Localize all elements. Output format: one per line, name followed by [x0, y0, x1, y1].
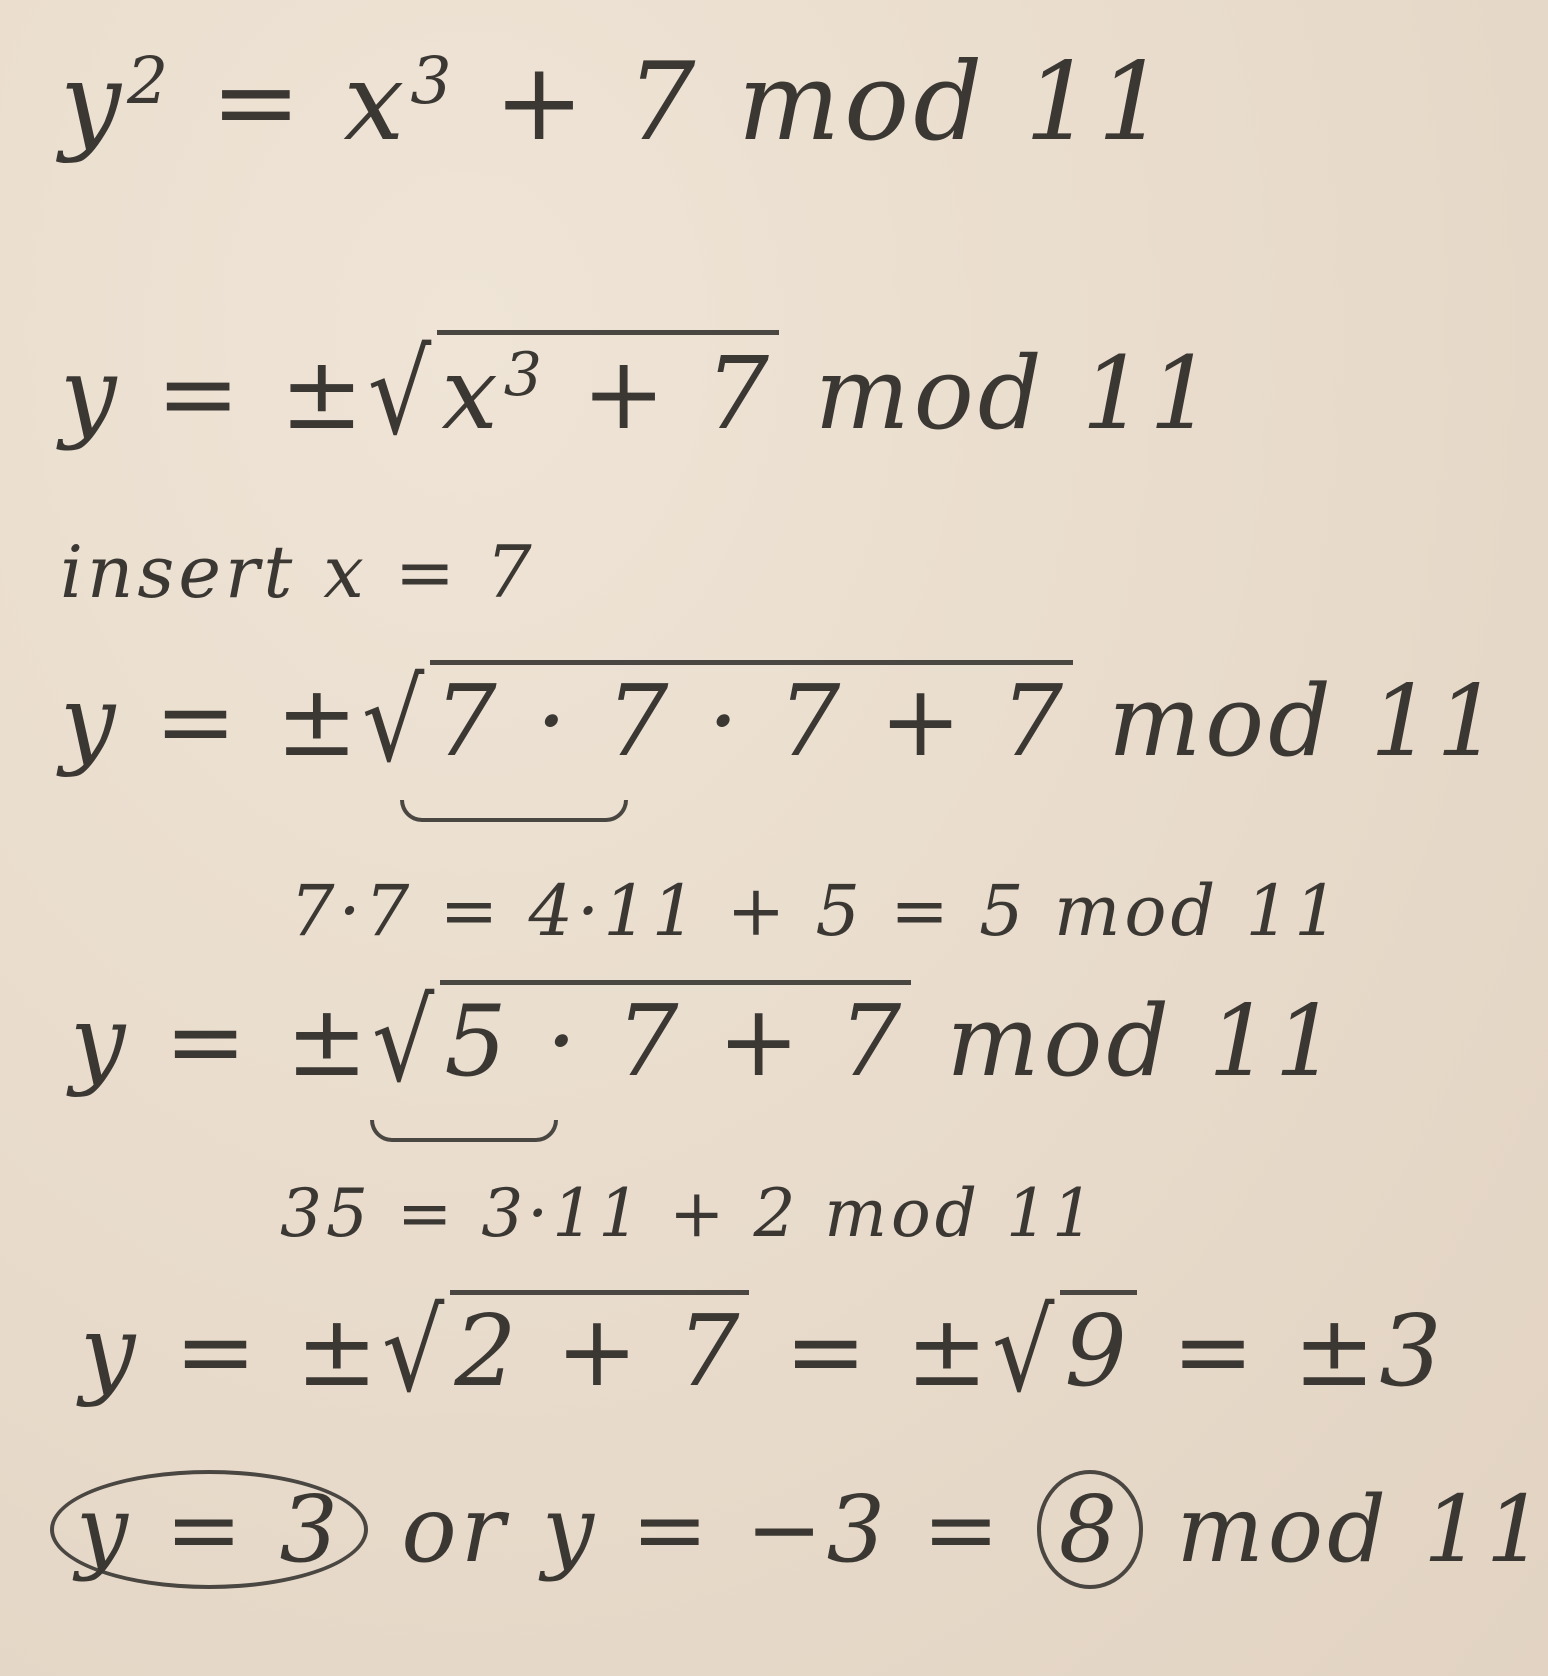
y-equals-pm: y = ±: [60, 665, 362, 779]
equation-final: [80, 1286, 1446, 1418]
radicand-9: 9: [1060, 1290, 1136, 1409]
var-x: x: [441, 335, 502, 452]
step-49: [290, 870, 1343, 952]
or-text: or: [401, 1476, 509, 1583]
plus-7: + 7: [581, 335, 773, 452]
equation-sqrt: [60, 326, 1217, 461]
equals-pm-3: = ±3: [1172, 1295, 1446, 1409]
step-35: [280, 1175, 1098, 1252]
sqrt-icon: √: [361, 656, 429, 788]
sqrt-icon: √: [381, 1286, 449, 1418]
sqrt-icon: √: [367, 326, 436, 461]
exponent-3: 3: [503, 340, 546, 410]
answer-y-3: y = 3: [50, 1470, 368, 1589]
plus-7-mod-11: + 7 mod 11: [493, 40, 1171, 165]
sqrt-icon: √: [371, 976, 439, 1108]
y-equals-pm: y = ±: [60, 335, 368, 452]
underbrace-5x7: [370, 1120, 558, 1142]
mod-11: mod 11: [814, 335, 1217, 452]
answer-8: 8: [1037, 1470, 1144, 1589]
insert-note: [60, 530, 536, 614]
exponent-3: 3: [410, 44, 456, 120]
radicand: [437, 330, 779, 452]
equation-curve: [60, 40, 1170, 165]
mod-11: mod 11: [946, 985, 1341, 1099]
y-equals-pm: y = ±: [70, 985, 372, 1099]
var-y: y: [60, 40, 126, 165]
radicand: 5 · 7 + 7: [440, 980, 911, 1099]
radicand-2-plus-7: 2 + 7: [450, 1290, 749, 1409]
y-equals-pm: y = ±: [80, 1295, 382, 1409]
equation-substituted: [60, 656, 1503, 788]
equals-pm: = ±: [784, 1295, 993, 1409]
answers: [50, 1470, 1548, 1589]
step-35-text: 35 = 3·11 + 2 mod 11: [280, 1175, 1098, 1252]
equation-reduced: [70, 976, 1341, 1108]
equals-x: = x: [210, 40, 409, 165]
radicand: 7 · 7 · 7 + 7: [430, 660, 1073, 779]
mod-11: mod 11: [1176, 1476, 1548, 1583]
sqrt-icon: √: [992, 1286, 1059, 1418]
underbrace-7x7: [400, 800, 628, 822]
y-equals-neg-3: y = −3 =: [541, 1476, 1004, 1583]
insert-text: insert x = 7: [60, 530, 536, 614]
mod-11: mod 11: [1108, 665, 1503, 779]
step-49-text: 7·7 = 4·11 + 5 = 5 mod 11: [290, 870, 1343, 952]
exponent-2: 2: [127, 44, 173, 120]
